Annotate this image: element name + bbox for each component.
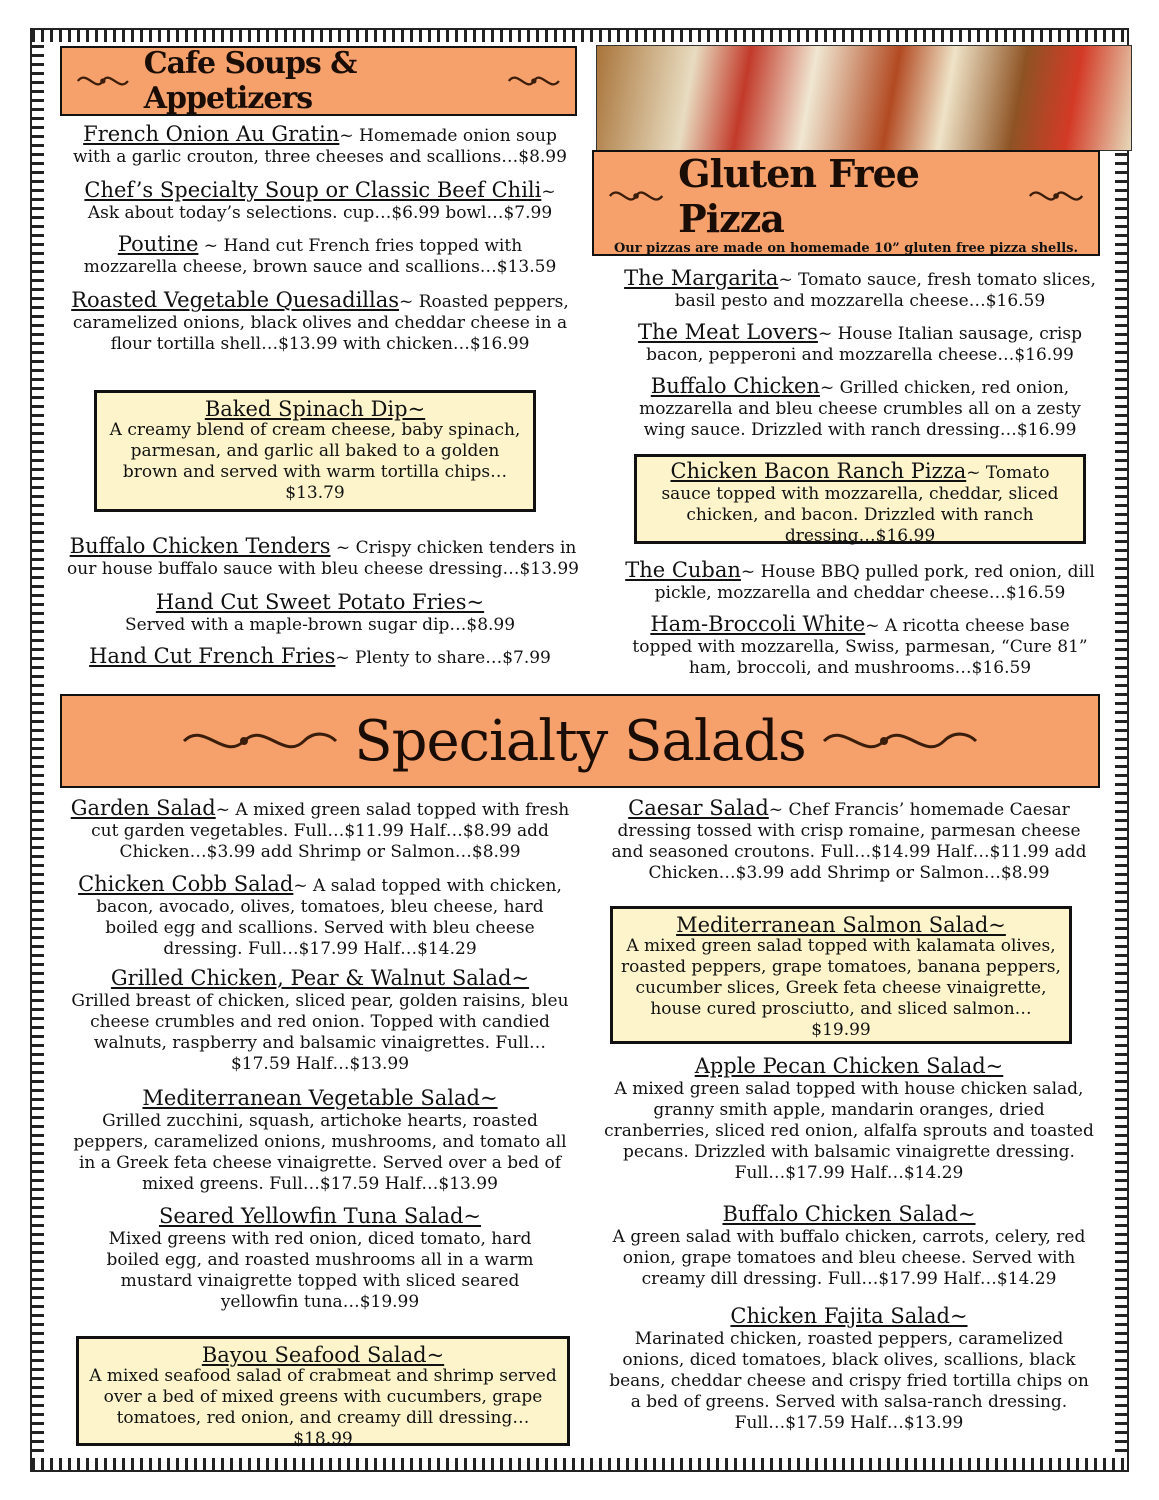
item-desc: ~ Homemade onion soup with a garlic crouton, three cheeses and scallions…$8.99 bbox=[73, 126, 567, 167]
featured-box bbox=[94, 390, 536, 512]
item-name: Chicken Bacon Ranch Pizza bbox=[670, 459, 967, 483]
item-desc: A mixed green salad topped with kalamata olives, roasted peppers, grape tomatoes, banana peppers, cucumber slices, Greek feta cheese vinaigrette, house cured prosciutto, and sliced salmon…$19.99 bbox=[621, 936, 1061, 1040]
item-name: Mediterranean Vegetable Salad~ bbox=[142, 1086, 498, 1110]
menu-item bbox=[70, 874, 570, 960]
menu-item bbox=[620, 268, 1100, 312]
item-name: Chicken Cobb Salad bbox=[78, 872, 294, 896]
item-desc: ~ Grilled chicken, red onion, mozzarella and bleu cheese crumbles all on a zesty wing sauce. Drizzled with ranch dressing…$16.99 bbox=[639, 378, 1081, 440]
pizza-subtitle: Our pizzas are made on homemade 10” gluten free pizza shells. bbox=[613, 240, 1079, 256]
item-name: Chef’s Specialty Soup or Classic Beef Chili bbox=[84, 178, 542, 202]
item-name: Poutine bbox=[117, 232, 199, 256]
item-desc: ~ A salad topped with chicken, bacon, avocado, olives, tomatoes, bleu cheese, hard boiled egg and scallions. Served with bleu cheese dressing. Full…$17.99 Half…$14.29 bbox=[96, 876, 562, 959]
item-name: Hand Cut French Fries bbox=[89, 644, 336, 668]
menu-item bbox=[604, 798, 1094, 884]
swirl-ornament-icon bbox=[180, 721, 340, 761]
menu-item bbox=[620, 376, 1100, 441]
menu-item bbox=[70, 234, 570, 278]
item-name: Seared Yellowfin Tuna Salad~ bbox=[158, 1204, 482, 1228]
item-desc: ~ Chef Francis’ homemade Caesar dressing tossed with crisp romaine, parmesan cheese and seasoned croutons. Full…$14.99 Half…$11.99 add Chicken…$3.99 add Shrimp or Salmon…$8.99 bbox=[611, 800, 1087, 883]
featured-box bbox=[610, 906, 1072, 1044]
item-name: Buffalo Chicken Tenders bbox=[69, 534, 331, 558]
menu-item bbox=[620, 322, 1100, 366]
menu-item bbox=[70, 1088, 570, 1195]
menu-item bbox=[604, 1056, 1094, 1184]
item-name: The Meat Lovers bbox=[638, 320, 818, 344]
menu-item bbox=[70, 646, 570, 669]
item-name: Chicken Fajita Salad~ bbox=[730, 1304, 968, 1328]
swirl-ornament-icon bbox=[76, 68, 130, 94]
item-name: Ham-Broccoli White bbox=[650, 612, 866, 636]
item-name: Grilled Chicken, Pear & Walnut Salad~ bbox=[110, 966, 530, 990]
item-name: French Onion Au Gratin bbox=[83, 122, 340, 146]
item-desc: ~ A mixed green salad topped with fresh cut garden vegetables. Full…$11.99 Half…$8.99 add Chicken…$3.99 add Shrimp or Salmon…$8.99 bbox=[91, 800, 570, 862]
item-desc: A creamy blend of cream cheese, baby spinach, parmesan, and garlic all baked to a golden brown and served with warm tortilla chips…$13.79 bbox=[109, 420, 521, 503]
menu-item bbox=[70, 180, 570, 224]
swirl-ornament-icon bbox=[820, 721, 980, 761]
item-desc: ~ Ask about today’s selections. cup…$6.99 bowl…$7.99 bbox=[87, 182, 556, 223]
item-name: Roasted Vegetable Quesadillas bbox=[71, 288, 400, 312]
menu-item bbox=[70, 290, 570, 355]
item-desc: ~ Crispy chicken tenders in our house buffalo sauce with bleu cheese dressing…$13.99 bbox=[67, 538, 579, 579]
salads-title: Specialty Salads bbox=[354, 708, 806, 774]
pizza-title: Gluten Free Pizza bbox=[678, 150, 919, 241]
item-name: Bayou Seafood Salad~ bbox=[201, 1343, 445, 1367]
menu-item bbox=[100, 1206, 540, 1313]
menu-item bbox=[604, 1204, 1094, 1290]
item-name: Buffalo Chicken Salad~ bbox=[722, 1202, 976, 1226]
swirl-ornament-icon bbox=[608, 183, 664, 209]
item-name: Baked Spinach Dip~ bbox=[204, 397, 426, 421]
item-desc: ~ House Italian sausage, crisp bacon, pepperoni and mozzarella cheese…$16.99 bbox=[646, 324, 1082, 365]
item-desc: Marinated chicken, roasted peppers, caramelized onions, diced tomatoes, black olives, scallions, black beans, cheddar cheese and crispy fried tortilla chips on a bed of greens. Served with salsa-ranch dressing. Full…$17.59 Half…$13.99 bbox=[609, 1329, 1089, 1433]
item-name: Mediterranean Salmon Salad~ bbox=[676, 913, 1006, 937]
item-name: Hand Cut Sweet Potato Fries~ bbox=[155, 590, 485, 614]
salads-banner bbox=[60, 694, 1100, 788]
featured-box bbox=[76, 1336, 570, 1449]
item-desc: A mixed green salad topped with house chicken salad, granny smith apple, mandarin oranges, dried cranberries, sliced red onion, alfalfa sprouts and toasted pecans. Drizzled with balsamic vinaigrette dressing. Full…$17.99 Half…$14.29 bbox=[604, 1079, 1094, 1183]
swirl-ornament-icon bbox=[1028, 183, 1084, 209]
item-desc: ~ Roasted peppers, caramelized onions, black olives and cheddar cheese in a flour tortilla shell…$13.99 with chicken…$16.99 bbox=[72, 292, 569, 354]
menu-item bbox=[620, 614, 1100, 679]
item-desc: ~ Plenty to share…$7.99 bbox=[335, 648, 551, 668]
menu-item bbox=[604, 1306, 1094, 1434]
menu-item bbox=[70, 592, 570, 636]
featured-box bbox=[634, 454, 1086, 544]
menu-item bbox=[60, 536, 586, 580]
item-desc: ~ Tomato sauce topped with mozzarella, cheddar, sliced chicken, and bacon. Drizzled with ranch dressing…$16.99 bbox=[661, 463, 1059, 546]
menu-item bbox=[70, 798, 570, 863]
item-name: The Cuban bbox=[625, 558, 741, 582]
item-name: The Margarita bbox=[624, 266, 779, 290]
item-name: Caesar Salad bbox=[628, 796, 769, 820]
soups-title: Cafe Soups & Appetizers bbox=[143, 46, 357, 116]
item-desc: ~ Tomato sauce, fresh tomato slices, basil pesto and mozzarella cheese…$16.59 bbox=[674, 270, 1096, 311]
item-desc: ~ House BBQ pulled pork, red onion, dill pickle, mozzarella and cheddar cheese…$16.59 bbox=[654, 562, 1095, 603]
item-desc: A mixed seafood salad of crabmeat and shrimp served over a bed of mixed greens with cucumbers, grape tomatoes, red onion, and creamy dill dressing…$18.99 bbox=[89, 1366, 557, 1449]
item-desc: ~ Hand cut French fries topped with mozzarella cheese, brown sauce and scallions…$13.59 bbox=[83, 236, 557, 277]
item-desc: Served with a maple-brown sugar dip…$8.99 bbox=[124, 615, 516, 635]
item-desc: Grilled zucchini, squash, artichoke hearts, roasted peppers, caramelized onions, mushrooms, and tomato all in a Greek feta cheese vinaigrette. Served over a bed of mixed greens. Full…$17.59 Half…$13.99 bbox=[73, 1111, 567, 1194]
item-name: Garden Salad bbox=[70, 796, 216, 820]
menu-item bbox=[70, 124, 570, 168]
swirl-ornament-icon bbox=[507, 68, 561, 94]
item-name: Buffalo Chicken bbox=[650, 374, 820, 398]
item-desc: Mixed greens with red onion, diced tomato, hard boiled egg, and roasted mushrooms all in a warm mustard vinaigrette topped with sliced seared yellowfin tuna…$19.99 bbox=[106, 1229, 534, 1312]
item-desc: ~ A ricotta cheese base topped with mozzarella, Swiss, parmesan, “Cure 81” ham, broccoli, and mushrooms…$16.59 bbox=[632, 616, 1088, 678]
menu-item bbox=[70, 968, 570, 1075]
item-name: Apple Pecan Chicken Salad~ bbox=[694, 1054, 1004, 1078]
soups-banner bbox=[60, 46, 577, 116]
pizza-photo bbox=[596, 45, 1132, 151]
item-desc: Grilled breast of chicken, sliced pear, golden raisins, bleu cheese crumbles and red onion. Topped with candied walnuts, raspberry and balsamic vinaigrettes. Full…$17.59 Half…$13.99 bbox=[71, 991, 569, 1074]
menu-item bbox=[620, 560, 1100, 604]
item-desc: A green salad with buffalo chicken, carrots, celery, red onion, grape tomatoes and bleu cheese. Served with creamy dill dressing. Full…$17.99 Half…$14.29 bbox=[612, 1227, 1086, 1289]
pizza-banner bbox=[592, 150, 1100, 256]
